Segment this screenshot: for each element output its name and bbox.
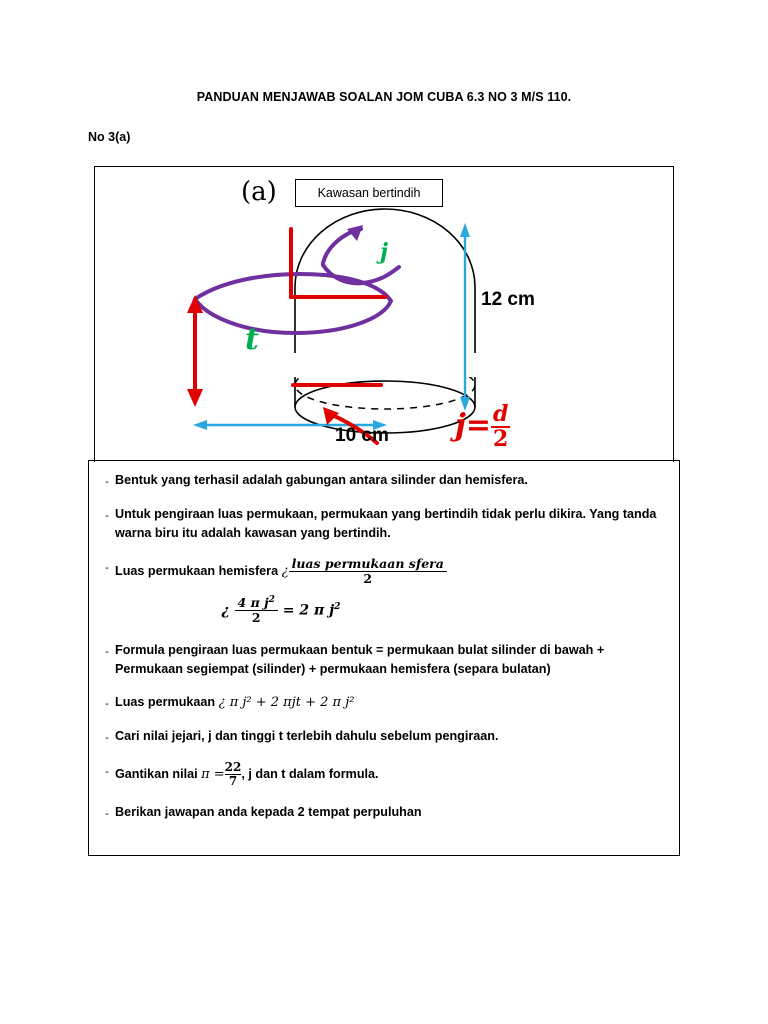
note-3-line2-num-text: 4 π j [237, 594, 269, 610]
section-label: No 3(a) [88, 130, 131, 144]
note-3-line2-result-sup: 2 [334, 601, 341, 612]
note-5-lead: Luas permukaan [115, 695, 216, 710]
note-3-line2-result: = 2 π j [282, 601, 335, 618]
jd-numerator: d [493, 401, 509, 427]
annotation-j-equals-d-over-2 [455, 403, 510, 451]
bullet-marker: - [105, 476, 109, 488]
width-arrow-left [193, 420, 207, 430]
list-item [99, 557, 665, 628]
list-item [99, 761, 665, 788]
list-item [99, 727, 665, 747]
jd-denominator: 2 [493, 426, 509, 453]
note-7-lead: Gantikan nilai [115, 767, 198, 782]
bullet-marker: - [105, 510, 109, 522]
note-text-3 [115, 557, 447, 628]
bullet-marker: - [105, 732, 109, 745]
note-text-2: Untuk pengiraan luas permukaan, permukaan yang bertindih tidak perlu dikira. Yang tanda warna biru itu adalah kawasan yang bertindih. [115, 507, 657, 540]
note-7-pi-fraction [225, 761, 242, 788]
height-arrow-top [460, 223, 470, 237]
jd-fraction [491, 403, 510, 451]
annotation-t: t [245, 322, 259, 357]
note-text-4: Formula pengiraan luas permukaan bentuk = permukaan bulat silinder di bawah + Permukaan segiempat (silinder) + permukaan hemisfera (separa bulatan) [115, 643, 605, 677]
note-7-pi-num: 22 [224, 760, 242, 775]
note-7-pi-den: 7 [228, 774, 238, 789]
notes-panel [88, 460, 680, 856]
height-dimension-label: 12 cm [481, 289, 535, 310]
note-text-1: Bentuk yang terhasil adalah gabungan antara silinder dan hemisfera. [115, 473, 528, 487]
bullet-marker: - [105, 766, 109, 779]
list-item [99, 641, 665, 679]
dash-mask [291, 353, 481, 377]
jd-left: j= [455, 408, 491, 444]
list-item [99, 471, 665, 491]
solid-shape-diagram [95, 167, 675, 463]
note-3-fraction [289, 557, 447, 587]
note-5-math: ¿ π j² + 2 πjt + 2 π j² [218, 695, 355, 711]
note-3-line2-prefix: ¿ [221, 601, 230, 618]
list-item [99, 505, 665, 543]
legend-box-label: Kawasan bertindih [317, 186, 421, 200]
bullet-marker: - [105, 561, 109, 574]
page-title: PANDUAN MENJAWAB SOALAN JOM CUBA 6.3 NO 3 M/S 110. [196, 90, 572, 104]
note-3-lead: Luas permukaan hemisfera [115, 563, 279, 578]
list-item [99, 693, 665, 713]
note-3-line2-den: 2 [251, 610, 261, 626]
note-3-symbol: ¿ [281, 563, 289, 579]
note-3-line2-num-sup: 2 [268, 594, 275, 605]
bullet-marker: - [105, 646, 109, 659]
note-text-7 [115, 761, 379, 788]
note-text-5 [115, 693, 354, 713]
note-text-8: Berikan jawapan anda kepada 2 tempat perpuluhan [115, 804, 422, 819]
note-7-tail: , j dan t dalam formula. [241, 767, 379, 782]
note-3-line2-num [235, 595, 278, 612]
note-3-line2-fraction [235, 595, 278, 626]
note-7-pi-symbol: π = [201, 767, 225, 783]
note-3-frac-num: luas permukaan sfera [289, 557, 447, 572]
bullet-marker: - [105, 698, 109, 711]
note-3-frac-den: 2 [363, 571, 373, 587]
note-3-formula-line2 [115, 595, 447, 626]
figure-part-label: (a) [241, 177, 277, 207]
note-text-6: Cari nilai jejari, j dan tinggi t terlebih dahulu sebelum pengiraan. [115, 729, 499, 744]
bullet-marker: - [105, 807, 109, 820]
annotation-j: j [380, 239, 388, 265]
red-height-arrow-bottom [187, 389, 203, 407]
width-dimension-label: 10 cm [335, 425, 389, 446]
list-item [99, 803, 665, 823]
figure-panel [94, 166, 674, 462]
